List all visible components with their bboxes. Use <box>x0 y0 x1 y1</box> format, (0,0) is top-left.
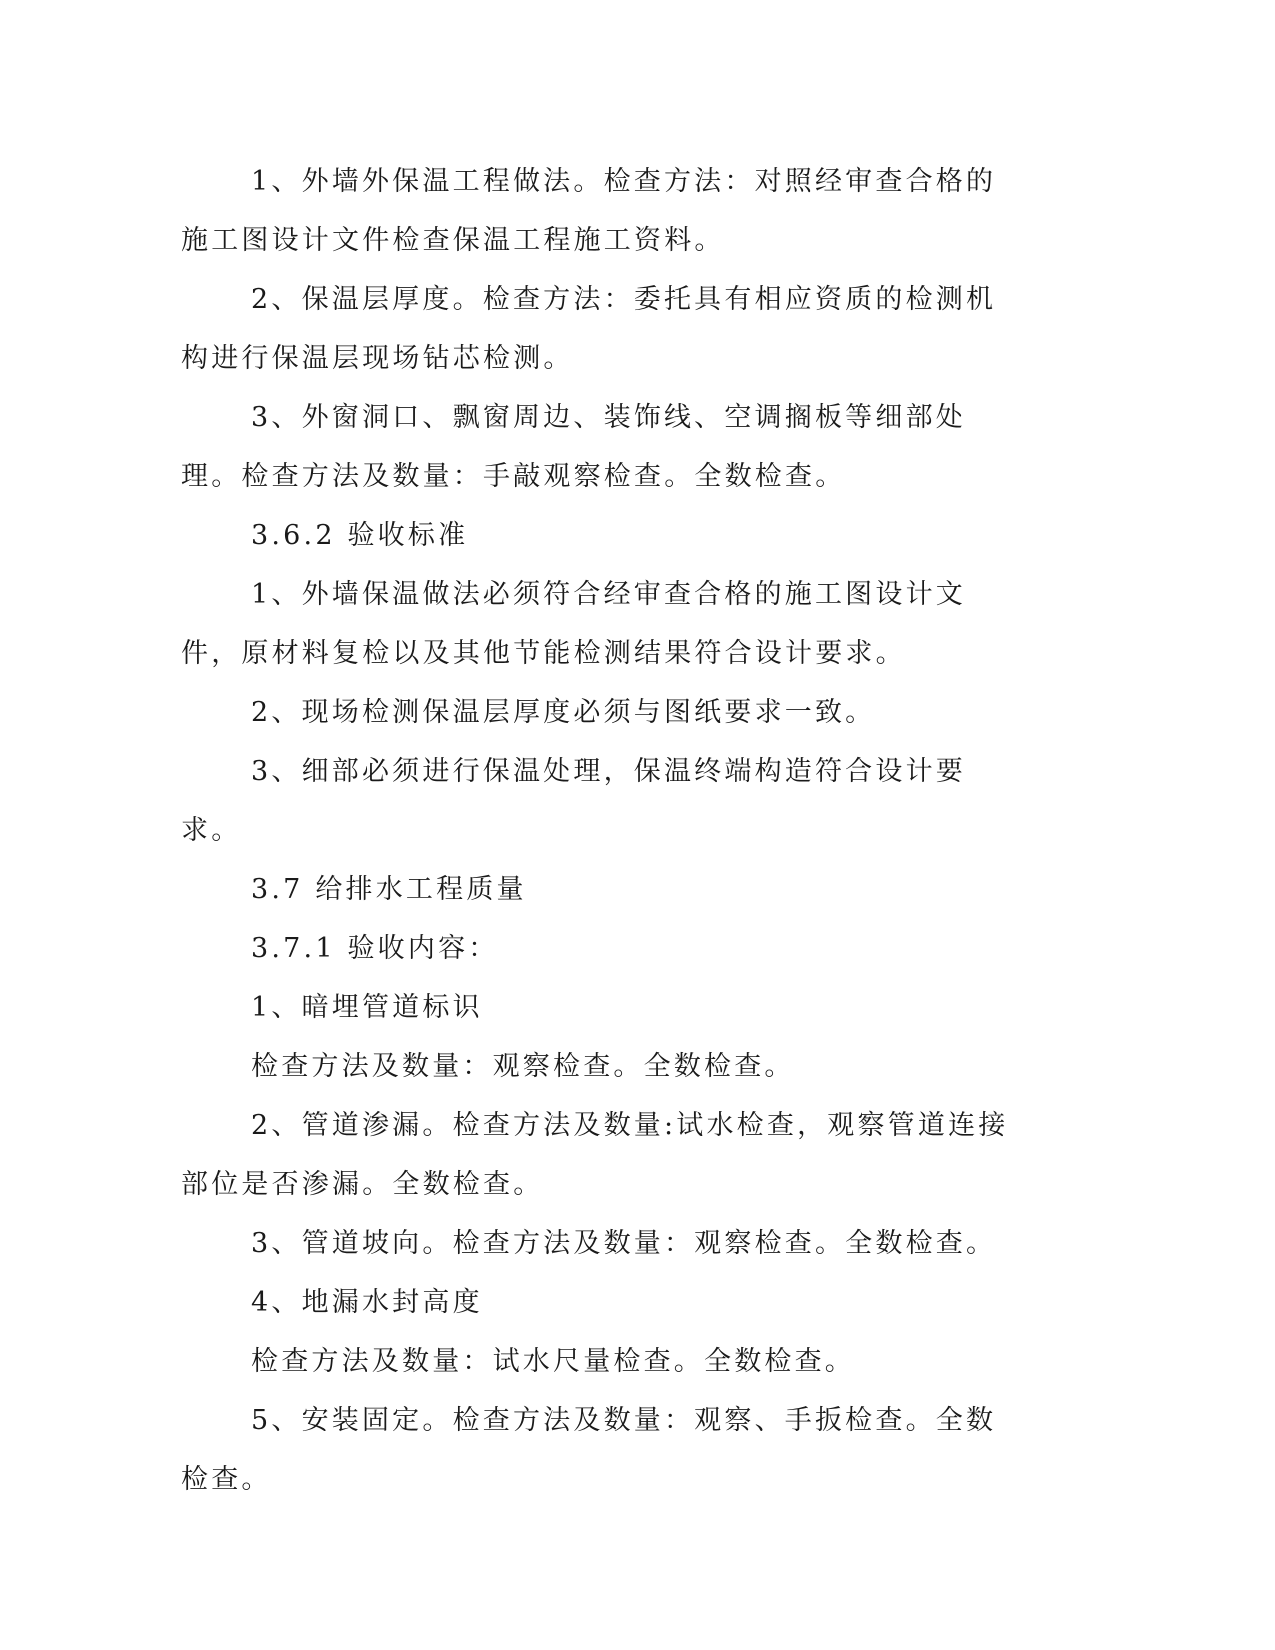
section-heading-3-7-1: 3.7.1 验收内容： <box>251 933 499 964</box>
paragraph-5: 1、外墙保温做法必须符合经审查合格的施工图设计文件，原材料复检以及其他节能检测结果符合设计要求。 <box>181 579 966 669</box>
paragraph-3: 3、外窗洞口、飘窗周边、装饰线、空调搁板等细部处理。检查方法及数量：手敲观察检查。全数检查。 <box>181 402 966 492</box>
paragraph-1: 1、外墙外保温工程做法。检查方法：对照经审查合格的施工图设计文件检查保温工程施工资料。 <box>181 166 997 256</box>
section-heading-3-6-2: 3.6.2 验收标准 <box>251 520 469 551</box>
paragraph-2: 2、保温层厚度。检查方法：委托具有相应资质的检测机构进行保温层现场钻芯检测。 <box>181 284 997 374</box>
paragraph-11: 检查方法及数量：观察检查。全数检查。 <box>251 1051 795 1082</box>
paragraph-15: 检查方法及数量：试水尺量检查。全数检查。 <box>251 1346 855 1377</box>
section-heading-3-7: 3.7 给排水工程质量 <box>251 874 527 905</box>
paragraph-10: 1、暗埋管道标识 <box>251 992 483 1023</box>
document-page <box>181 152 1021 1509</box>
paragraph-16: 5、安装固定。检查方法及数量：观察、手扳检查。全数检查。 <box>181 1405 997 1495</box>
paragraph-13: 3、管道坡向。检查方法及数量：观察检查。全数检查。 <box>251 1228 997 1259</box>
paragraph-7: 3、细部必须进行保温处理，保温终端构造符合设计要求。 <box>181 756 966 846</box>
paragraph-6: 2、现场检测保温层厚度必须与图纸要求一致。 <box>251 697 876 728</box>
paragraph-14: 4、地漏水封高度 <box>251 1287 483 1318</box>
paragraph-12: 2、管道渗漏。检查方法及数量:试水检查，观察管道连接部位是否渗漏。全数检查。 <box>181 1110 1009 1200</box>
